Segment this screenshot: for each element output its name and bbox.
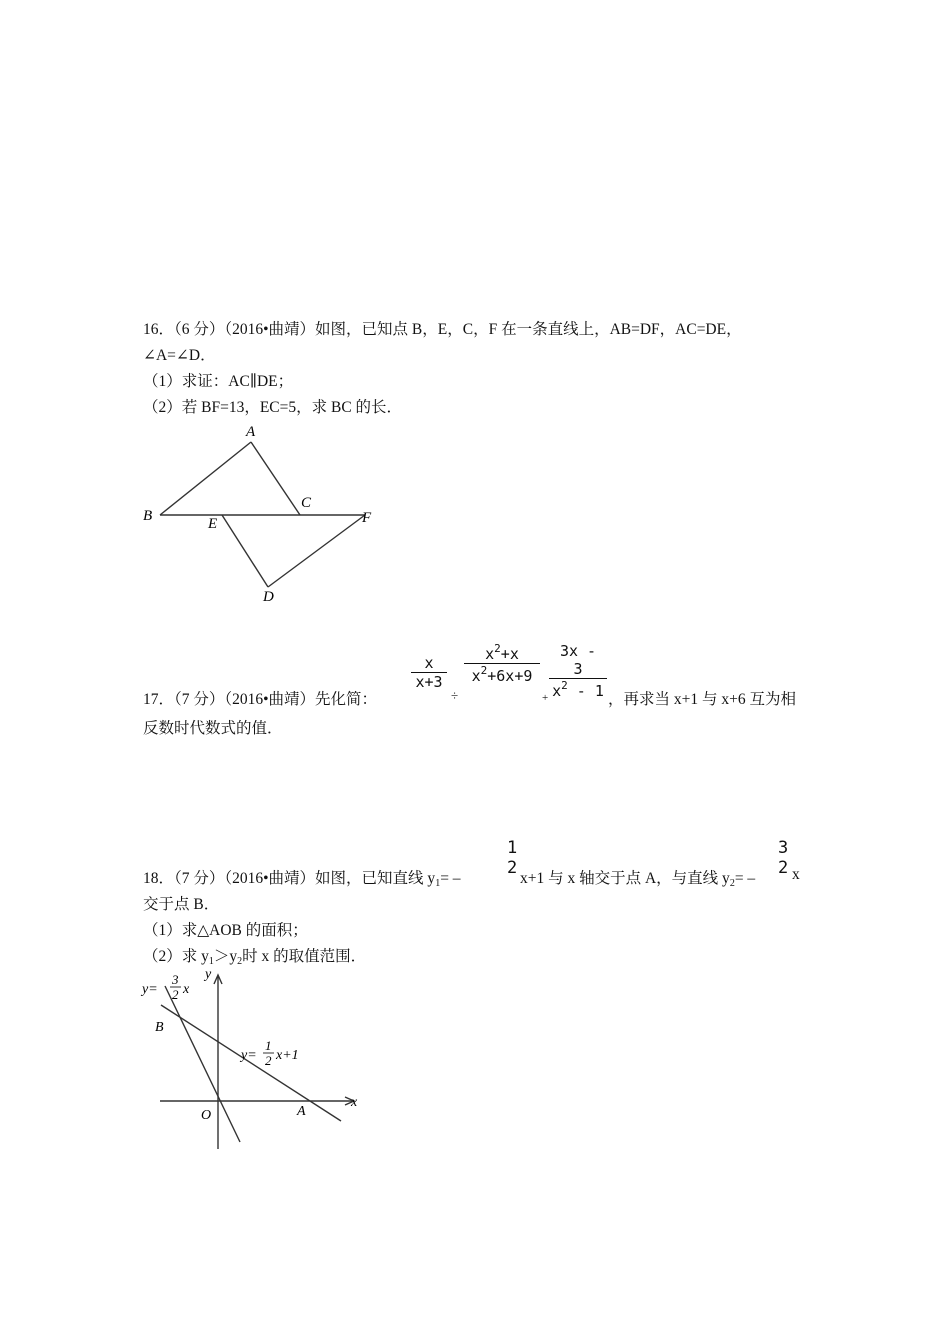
q17-tail: ，再求当 x+1 与 x+6 互为相 [608, 691, 796, 708]
y-axis-label: y [205, 967, 212, 982]
q17-fraction-3 [549, 642, 607, 700]
x-axis-label: x [351, 1095, 358, 1110]
label-o: O [201, 1108, 212, 1123]
q16-part2: （2）若 BF=13，EC=5，求 BC 的长． [143, 399, 403, 416]
q18-line1-mid: x+1 与 x 轴交于点 A，与直线 $y_2=$ – [520, 870, 756, 889]
q18-line1: 18．（7 分）（2016•曲靖）如图，已知直线 $y_1=$ – [143, 870, 461, 889]
q17-f1-denominator: x+3 [415, 673, 443, 691]
segment-df [268, 515, 365, 587]
svg-text:x+1: x+1 [276, 1048, 299, 1063]
line-y1 [161, 1005, 341, 1121]
svg-text:2: 2 [265, 1053, 272, 1068]
q16-figure [135, 418, 395, 608]
q16-part1: （1）求证：AC∥DE； [143, 373, 294, 390]
q17-f3-denominator: $x^2 - 1$ [552, 679, 604, 700]
svg-text:1: 1 [265, 1038, 272, 1053]
q17-plus-sign: + [542, 692, 549, 704]
q17-lead: 17．（7 分）（2016•曲靖）先化简： [143, 691, 378, 708]
segment-ac [251, 442, 300, 515]
q18-f1-denominator: 2 [507, 858, 518, 878]
label-d: D [263, 589, 274, 605]
q18-f2-numerator: 3 [778, 838, 789, 858]
q17-f2-numerator: $x^2+x$ [485, 642, 519, 663]
q16-line2: ∠A=∠D． [143, 347, 216, 364]
q18-line2: 交于点 B． [143, 896, 220, 913]
q17-fraction-2 [464, 642, 540, 685]
svg-text:x: x [183, 982, 190, 997]
q17-fraction-1 [411, 654, 447, 691]
q17-f1-numerator: x [424, 654, 434, 672]
label-a: A [246, 424, 256, 440]
q18-f2-denominator: 2 [778, 858, 789, 878]
label-a: A [297, 1104, 306, 1119]
label-b: B [143, 508, 153, 524]
label-e: E [208, 516, 218, 532]
q17-f3-numerator: 3x - 3 [559, 642, 597, 678]
q18-part2: （2）求 $y_1>y_2$时 x 的取值范围． [143, 948, 367, 967]
q18-part1: （1）求△AOB 的面积； [143, 922, 308, 939]
svg-text:2: 2 [172, 987, 179, 1002]
q18-line1-end: x [792, 866, 800, 883]
q18-fraction-2 [776, 838, 790, 878]
svg-text:y=: y= [142, 982, 158, 997]
q18-fraction-1 [505, 838, 519, 878]
segment-ba [160, 442, 251, 515]
segment-ed [222, 515, 268, 587]
label-c: C [301, 495, 312, 511]
q18-figure [135, 962, 375, 1162]
q18-f1-numerator: 1 [507, 838, 518, 858]
q17-f2-denominator: $x^2+6x+9$ [471, 664, 533, 685]
svg-text:y=: y= [241, 1048, 257, 1063]
label-f: F [362, 510, 372, 526]
label-b: B [155, 1020, 164, 1035]
line-y1-equation [239, 1038, 299, 1068]
q17-line2: 反数时代数式的值． [143, 720, 283, 737]
q16-line1: 16．（6 分）（2016•曲靖）如图，已知点 B，E，C，F 在一条直线上，AB=DF，AC=DE， [143, 321, 742, 338]
q17-divide-sign: ÷ [451, 688, 459, 703]
svg-text:3: 3 [172, 972, 179, 987]
